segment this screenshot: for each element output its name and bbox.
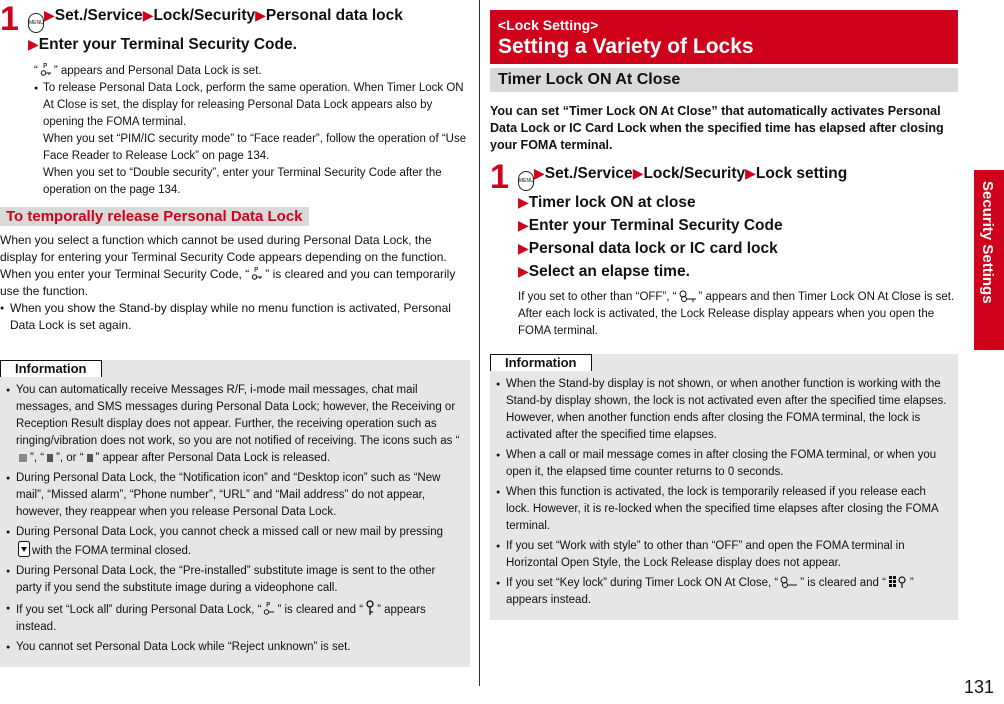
right-column <box>490 0 958 620</box>
down-key-icon <box>18 541 30 557</box>
step-seg: Set./Service <box>54 7 143 24</box>
info-text: ” is cleared and “ <box>277 604 364 616</box>
note-text: ” appears and then Timer Lock ON At Close is set. After each lock is activated, the Lock Release display appears when you open the FOMA terminal. <box>518 291 955 337</box>
lock-all-icon <box>365 600 375 616</box>
bullet-item: ● To release Personal Data Lock, perform the same operation. When Timer Lock ON At Close is set, the display for releasing Personal Data Lock appears also by opening the FOMA terminal. <box>34 80 470 131</box>
section-title-bar <box>490 10 958 64</box>
info-text: ” appears instead. <box>16 604 426 633</box>
personal-lock-icon <box>251 266 263 281</box>
arrow-icon: ▶ <box>632 165 644 181</box>
personal-lock-icon <box>263 601 275 616</box>
info-item <box>496 575 952 609</box>
note-double-security: When you set to “Double security”, enter your Terminal Security Code after the operation on the page 134. <box>43 167 442 196</box>
note-release <box>34 80 470 199</box>
side-tab-text: Security Settings <box>979 181 996 304</box>
info-text: ”, “ <box>30 452 45 464</box>
step-seg: Set./Service <box>544 165 633 182</box>
information-label: Information <box>0 360 102 377</box>
step-seg: Lock/Security <box>153 7 256 24</box>
info-text: with the FOMA terminal closed. <box>32 545 192 557</box>
arrow-icon: ▶ <box>28 36 39 52</box>
information-box <box>0 360 470 667</box>
info-item: ● During Personal Data Lock, the “Notification icon” and “Desktop icon” such as “New mail”, “Missed alarm”, “Phone number”, “URL” and “Mail address” do not appear, however, they reappear when you release Personal Data Lock. <box>6 470 464 521</box>
arrow-icon: ▶ <box>255 7 266 23</box>
step-seg: Personal data lock or IC card lock <box>528 240 778 257</box>
info-item: ● During Personal Data Lock, the “Pre-installed” substitute image is sent to the other party if you send the substitute image during a videophone call. <box>6 563 464 597</box>
step-number: 1 <box>490 158 509 196</box>
step-seg: Personal data lock <box>265 7 403 24</box>
info-text: ”, or “ <box>56 452 84 464</box>
timer-lock-icon <box>679 290 697 303</box>
step-number: 1 <box>0 0 19 38</box>
svg-text:P: P <box>266 601 271 609</box>
arrow-icon: ▶ <box>518 217 529 233</box>
info-text: You can automatically receive Messages R/F, i-mode mail messages, chat mail messages, and SMS messages during Personal Data Lock; however, the Receiving or Reception Result display does not appear. Further, the receiving operation such as ringing/vibration does not work, so you are not notified of receiving. The icons such as “ <box>16 384 460 447</box>
step-seg: Lock/Security <box>643 165 746 182</box>
svg-text:P: P <box>254 266 259 274</box>
arrow-icon: ▶ <box>518 194 529 210</box>
note-text: “ <box>34 65 38 77</box>
message-icon <box>18 452 28 464</box>
key-lock-icon <box>888 575 908 589</box>
arrow-icon: ▶ <box>142 7 154 23</box>
step-1-timer-lock <box>490 158 958 283</box>
arrow-icon: ▶ <box>518 240 529 256</box>
step-seg: Select an elapse time. <box>528 263 690 280</box>
section-heading: Timer Lock ON At Close <box>490 68 958 92</box>
note-face-reader: When you set “PIM/IC security mode” to “Face reader”, follow the operation of “Use Face Reader to Release Lock” on page 134. <box>43 133 467 162</box>
information-label: Information <box>490 354 592 371</box>
info-item <box>6 382 464 467</box>
step-seg: Lock setting <box>755 165 848 182</box>
info-text: ” is cleared and “ <box>800 577 886 589</box>
step-seg: Enter your Terminal Security Code <box>528 217 783 234</box>
mail-icon <box>46 452 54 464</box>
step-instruction <box>518 162 958 283</box>
info-item: ● If you set “Work with style” to other than “OFF” and open the FOMA terminal in Horizontal Open Style, the Lock Release display does not appear. <box>496 538 952 572</box>
info-text: If you set “Key lock” during Timer Lock ON At Close, “ <box>506 577 779 589</box>
information-box <box>490 354 958 620</box>
step-instruction <box>28 4 470 56</box>
note-lock-set <box>34 62 470 80</box>
left-column <box>0 0 470 667</box>
info-text: If you set “Lock all” during Personal Data Lock, “ <box>16 604 262 616</box>
arrow-icon: ▶ <box>745 165 756 181</box>
para-text: ” is cleared and you can temporarily use the function. <box>0 267 456 298</box>
note-text: ” appears and Personal Data Lock is set. <box>53 65 262 77</box>
arrow-icon: ▶ <box>44 7 55 23</box>
timer-lock-icon <box>780 576 798 589</box>
arrow-icon: ▶ <box>534 165 545 181</box>
menu-key-icon: MENU <box>518 171 534 191</box>
page-number: 131 <box>963 677 994 697</box>
info-item: ● When a call or mail message comes in after closing the FOMA terminal, or when you open it, the elapsed time counter returns to 0 seconds. <box>496 447 952 481</box>
info-item <box>6 600 464 636</box>
step-1-personal-lock <box>0 0 470 56</box>
menu-key-icon: MENU <box>28 13 44 33</box>
info-text: ” appear after Personal Data Lock is released. <box>95 452 331 464</box>
side-tab-label <box>978 175 1000 345</box>
info-text: ” appears instead. <box>506 577 914 606</box>
para-text: When you select a function which cannot be used during Personal Data Lock, the display for entering your Terminal Security Code appears depending on the function. When you enter your Terminal Security Code, “ <box>0 233 447 281</box>
svg-text:P: P <box>42 62 48 70</box>
lead-paragraph: You can set “Timer Lock ON At Close” that automatically activates Personal Data Lock or IC Card Lock when the specified time has elapsed after closing your FOMA terminal. <box>490 104 944 152</box>
title-category: <Lock Setting> <box>498 17 599 33</box>
step-seg: Enter your Terminal Security Code. <box>38 36 297 53</box>
step-seg: Timer lock ON at close <box>528 194 696 211</box>
info-text: During Personal Data Lock, you cannot check a missed call or new mail by pressing <box>16 526 443 538</box>
page-title: Setting a Variety of Locks <box>498 35 754 58</box>
subheading-temporarily-release: To temporally release Personal Data Lock <box>0 207 309 226</box>
para-temporarily-release <box>0 232 470 334</box>
sms-icon <box>86 452 94 464</box>
note-timer-set <box>518 289 958 340</box>
bullet-item: ● When you show the Stand-by display while no menu function is activated, Personal Data Lock is set again. <box>0 300 470 334</box>
column-divider <box>479 0 480 686</box>
info-item: ● You cannot set Personal Data Lock while “Reject unknown” is set. <box>6 639 464 656</box>
info-item: ● When the Stand-by display is not shown, or when another function is working with the Stand-by display shown, the lock is not activated even after the specified time elapses. However, when another function ends after closing the FOMA terminal, the lock is activated after the specified time elapses. <box>496 376 952 444</box>
info-item <box>6 524 464 560</box>
arrow-icon: ▶ <box>518 263 529 279</box>
personal-lock-icon <box>40 62 52 77</box>
info-item: ● When this function is activated, the lock is temporarily released if you release each lock. However, it is re-locked when the specified time elapses after closing the FOMA terminal. <box>496 484 952 535</box>
note-text: If you set to other than “OFF”, “ <box>518 291 677 303</box>
